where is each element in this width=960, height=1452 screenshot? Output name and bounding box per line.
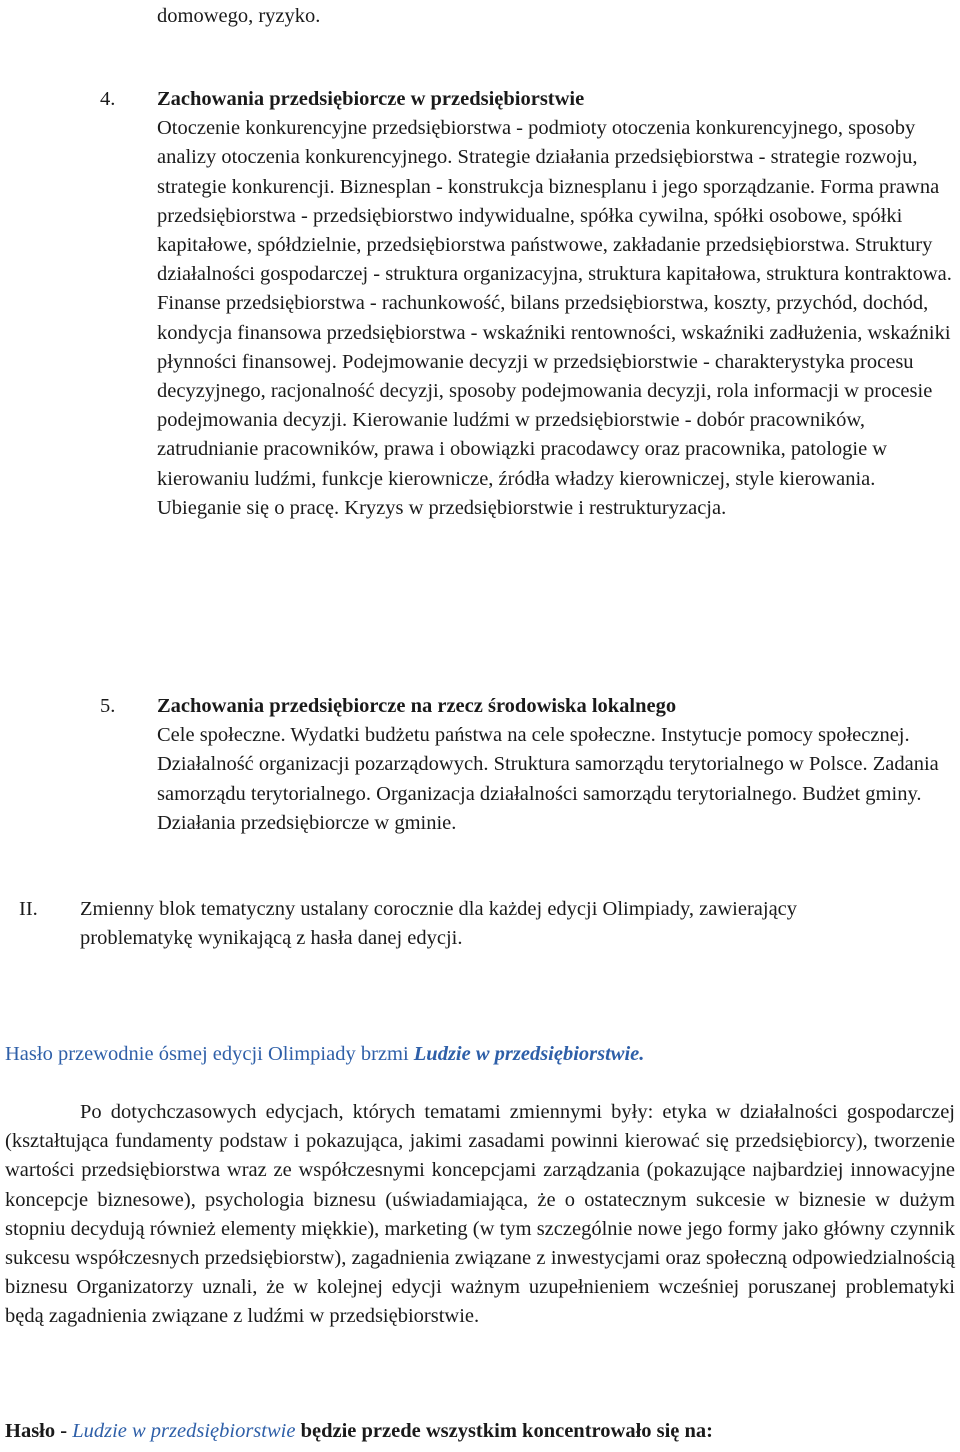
motto-line (5, 1040, 955, 1069)
section-5-number: 5. (100, 695, 116, 717)
intro-tail-text: domowego, ryzyko. (157, 5, 321, 27)
section-II-body: Zmienny blok tematyczny ustalany corocznie dla każdej edycji Olimpiady, zawierający problematykę wynikającą z hasła danej edycji. (80, 898, 798, 950)
section-5-heading: Zachowania przedsiębiorcze na rzecz środowiska lokalnego (157, 695, 677, 717)
section-4-body: Otoczenie konkurencyjne przedsiębiorstwa - podmioty otoczenia konkurencyjnego, sposoby analizy otoczenia konkurencyjnego. Strategie działania przedsiębiorstwa - strategie rozwoju, strategie konkurencji. Biznesplan - konstrukcja biznesplanu i jego sporządzanie. Forma prawna przedsiębiorstwa - przedsiębiorstwo indywidualne, spółka cywilna, spółki osobowe, spółki kapitałowe, spółdzielnie, przedsiębiorstwa państwowe, zakładanie przedsiębiorstwa. Struktury działalności gospodarczej - struktura organizacyjna, struktura kapitałowa, struktura kontraktowa. Finanse przedsiębiorstwa - rachunkowość, bilans przedsiębiorstwa, koszty, przychód, dochód, kondycja finansowa przedsiębiorstwa - wskaźniki rentowności, wskaźniki zadłużenia, wskaźniki płynności finansowej. Podejmowanie decyzji w przedsiębiorstwie - charakterystyka procesu decyzyjnego, racjonalność decyzji, sposoby podejmowania decyzji, rola informacji w procesie podejmowania decyzji. Kierowanie ludźmi w przedsiębiorstwie - dobór pracowników, zatrudnianie pracowników, prawa i obowiązki pracodawcy oraz pracownika, patologie w kierowaniu ludźmi, funkcje kierownicze, źródła władzy kierowniczej, style kierowania. Ubieganie się o pracę. Kryzys w przedsiębiorstwie i restrukturyzacja. (157, 117, 952, 519)
final-line-title: Ludzie w przedsiębiorstwie (72, 1420, 296, 1442)
motto-title: Ludzie w przedsiębiorstwie. (413, 1043, 645, 1065)
section-5-body: Cele społeczne. Wydatki budżetu państwa na cele społeczne. Instytucje pomocy społecznej. Działalność organizacji pozarządowych. Struktura samorządu terytorialnego w Polsce. Zadania samorządu terytorialnego. Organizacja działalności samorządu terytorialnego. Budżet gminy. Działania przedsiębiorcze w gminie. (157, 724, 939, 834)
main-paragraph: Po dotychczasowych edycjach, których tematami zmiennymi były: etyka w działalności gospodarczej (kształtująca fundamenty podstaw i pokazująca, jakimi zasadami powinni kierować się przedsiębiorcy), tworzenie wartości przedsiębiorstwa wraz ze współczesnymi koncepcjami zarządzania (pokazujące najbardziej innowacyjne koncepcje biznesowe), psychologia biznesu (uświadamiająca, że o ostatecznym sukcesie w biznesie w dużym stopniu decydują również elementy miękkie), marketing (w tym szczególnie nowe jego formy jako główny czynnik sukcesu współczesnych przedsiębiorstw), zagadnienia związane z inwestycjami oraz społeczną odpowiedzialnością biznesu Organizatorzy uznali, że w kolejnej edycji ważnym uzupełnieniem wcześniej poruszanej problematyki będą zagadnienia związane z ludźmi w przedsiębiorstwie. (5, 1101, 955, 1328)
section-4-heading: Zachowania przedsiębiorcze w przedsiębiorstwie (157, 88, 585, 110)
final-line (5, 1417, 955, 1446)
section-5 (157, 692, 947, 838)
final-line-suffix: będzie przede wszystkim koncentrowało się na: (295, 1420, 714, 1442)
section-4 (157, 85, 957, 523)
section-II-number: II. (19, 898, 38, 920)
section-4-number: 4. (100, 88, 116, 110)
final-line-prefix: Hasło - (5, 1420, 73, 1442)
motto-prefix: Hasło przewodnie ósmej edycji Olimpiady brzmi (5, 1043, 414, 1065)
